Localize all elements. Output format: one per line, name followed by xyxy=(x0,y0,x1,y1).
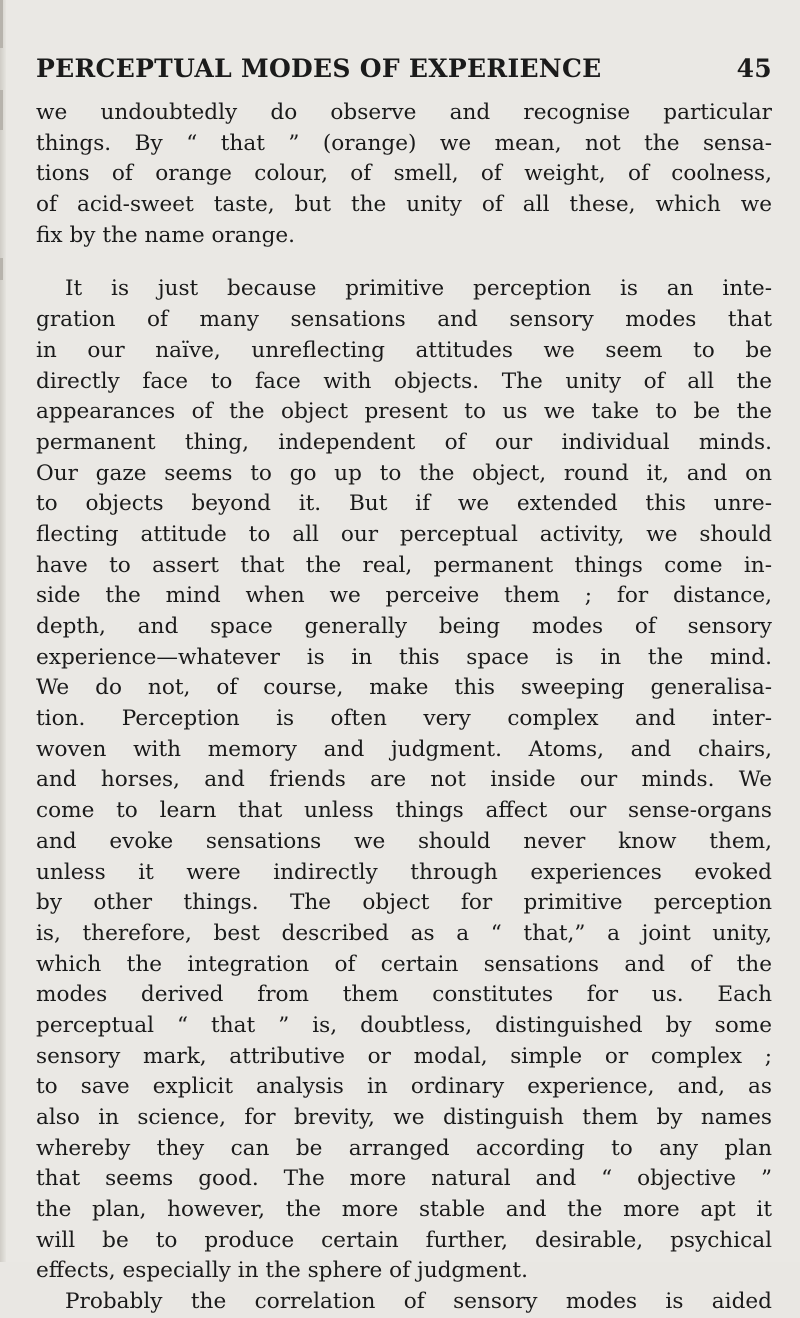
text-line: flecting attitude to all our perceptual activity, we should xyxy=(36,521,772,547)
text-line: in our naïve, unreflecting attitudes we seem to be xyxy=(36,337,772,363)
text-line: have to assert that the real, permanent things come in- xyxy=(36,552,772,578)
text-line: the plan, however, the more stable and the more apt it xyxy=(36,1197,772,1223)
page-left-edge xyxy=(0,0,6,1262)
page-number: 45 xyxy=(736,54,772,83)
text-line: gration of many sensations and sensory modes that xyxy=(36,307,772,333)
text-line: unless it were indirectly through experiences evoked xyxy=(36,859,772,885)
page-body xyxy=(36,98,772,1318)
text-line: which the integration of certain sensations and of the xyxy=(36,951,772,977)
text-line: perceptual “ that ” is, doubtless, distinguished by some xyxy=(36,1012,772,1038)
text-line: Our gaze seems to go up to the object, round it, and on xyxy=(36,460,772,486)
text-line: woven with memory and judgment. Atoms, and chairs, xyxy=(36,736,772,762)
text-line: to objects beyond it. But if we extended this unre- xyxy=(36,491,772,517)
page-edge-mark xyxy=(0,258,3,280)
text-line: We do not, of course, make this sweeping generalisa- xyxy=(36,675,772,701)
text-line: tion. Perception is often very complex and inter- xyxy=(36,706,772,732)
text-line: and evoke sensations we should never know them, xyxy=(36,828,772,854)
text-line: Probably the correlation of sensory modes is aided xyxy=(65,1289,772,1315)
text-line: tions of orange colour, of smell, of weight, of coolness, xyxy=(36,161,772,187)
text-line: side the mind when we perceive them ; for distance, xyxy=(36,583,772,609)
text-line: experience—whatever is in this space is in the mind. xyxy=(36,644,772,670)
text-line: sensory mark, attributive or modal, simple or complex ; xyxy=(36,1043,772,1069)
text-line: appearances of the object present to us we take to be the xyxy=(36,399,772,425)
text-line: by other things. The object for primitive perception xyxy=(36,890,772,916)
text-line: come to learn that unless things affect our sense-organs xyxy=(36,798,772,824)
page-edge-mark xyxy=(0,90,3,130)
running-title: PERCEPTUAL MODES OF EXPERIENCE xyxy=(36,54,602,83)
paragraph-2 xyxy=(36,274,772,1317)
running-header xyxy=(36,54,772,94)
text-line: fix by the name orange. xyxy=(36,222,296,248)
text-line: we undoubtedly do observe and recognise particular xyxy=(36,100,772,125)
text-line: directly face to face with objects. The unity of all the xyxy=(36,368,772,394)
text-line: will be to produce certain further, desirable, psychical xyxy=(36,1227,772,1253)
text-line: whereby they can be arranged according to any plan xyxy=(36,1135,772,1161)
text-line: depth, and space generally being modes of sensory xyxy=(36,614,772,639)
text-line: things. By “ that ” (orange) we mean, not the sensa- xyxy=(36,130,772,156)
text-line: of acid-sweet taste, but the unity of all these, which we xyxy=(36,192,772,218)
paragraph-1 xyxy=(36,98,772,251)
text-line: is, therefore, best described as a “ that,” a joint unity, xyxy=(36,920,772,946)
text-line: that seems good. The more natural and “ objective ” xyxy=(36,1166,772,1192)
text-line: also in science, for brevity, we distinguish them by names xyxy=(36,1105,772,1130)
text-line: effects, especially in the sphere of judgment. xyxy=(36,1258,528,1284)
text-line: modes derived from them constitutes for us. Each xyxy=(36,982,772,1008)
page-edge-mark xyxy=(0,0,3,48)
text-line: permanent thing, independent of our individual minds. xyxy=(36,429,772,455)
text-line: to save explicit analysis in ordinary experience, and, as xyxy=(36,1074,772,1100)
text-line: It is just because primitive perception is an inte- xyxy=(65,276,772,302)
text-line: and horses, and friends are not inside our minds. We xyxy=(36,767,772,793)
